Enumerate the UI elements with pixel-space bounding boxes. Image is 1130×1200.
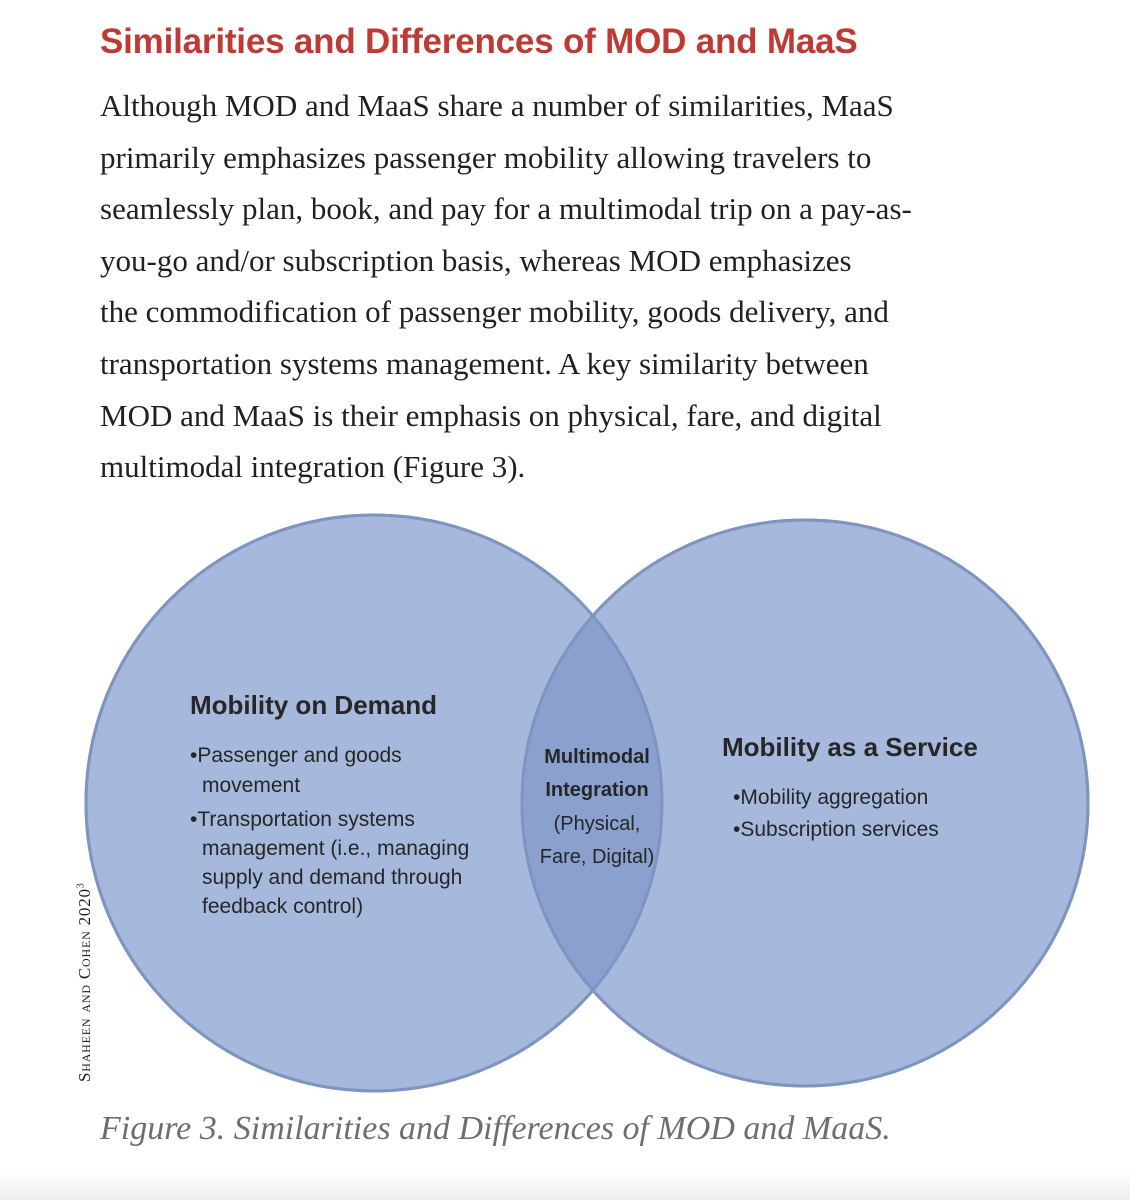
paragraph-line: seamlessly plan, book, and pay for a multimodal trip on a pay-as- xyxy=(100,191,912,227)
mod-bullet-line: •Passenger and goods xyxy=(190,744,402,767)
mod-bullet-line: management (i.e., managing xyxy=(202,837,470,860)
paragraph-line: transportation systems management. A key similarity between xyxy=(100,345,869,381)
credit-superscript: 3 xyxy=(75,882,87,889)
overlap-label-line: Multimodal xyxy=(544,746,650,768)
paragraph-line: multimodal integration (Figure 3). xyxy=(100,449,526,485)
paragraph-line: you-go and/or subscription basis, whereas MOD emphasizes xyxy=(100,242,852,278)
paragraph-line: primarily emphasizes passenger mobility allowing travelers to xyxy=(100,139,872,175)
mod-title: Mobility on Demand xyxy=(190,690,437,720)
section-heading: Similarities and Differences of MOD and MaaS xyxy=(100,22,858,61)
maas-bullet-line: •Subscription services xyxy=(733,818,939,841)
mod-bullet-line: movement xyxy=(202,774,301,797)
paragraph-line: MOD and MaaS is their emphasis on physical, fare, and digital xyxy=(100,397,882,433)
overlap-label-line: Integration xyxy=(545,779,649,801)
mod-bullet-line: supply and demand through xyxy=(202,866,463,889)
page-bottom-shadow xyxy=(0,1170,1130,1200)
paragraph-line: Although MOD and MaaS share a number of similarities, MaaS xyxy=(100,88,894,123)
credit-text: Shaheen and Cohen 2020 xyxy=(75,888,94,1082)
figure-credit xyxy=(75,882,95,1082)
maas-title: Mobility as a Service xyxy=(722,732,978,762)
paragraph-line: the commodification of passenger mobility, goods delivery, and xyxy=(100,294,889,330)
mod-bullet-line: •Transportation systems xyxy=(190,808,415,831)
maas-bullet-line: •Mobility aggregation xyxy=(733,786,929,809)
overlap-label-line: (Physical, xyxy=(553,813,641,835)
overlap-label-line: Fare, Digital) xyxy=(539,846,655,868)
figure-caption: Figure 3. Similarities and Differences of MOD and MaaS. xyxy=(100,1110,891,1147)
mod-bullet-line: feedback control) xyxy=(202,895,364,918)
